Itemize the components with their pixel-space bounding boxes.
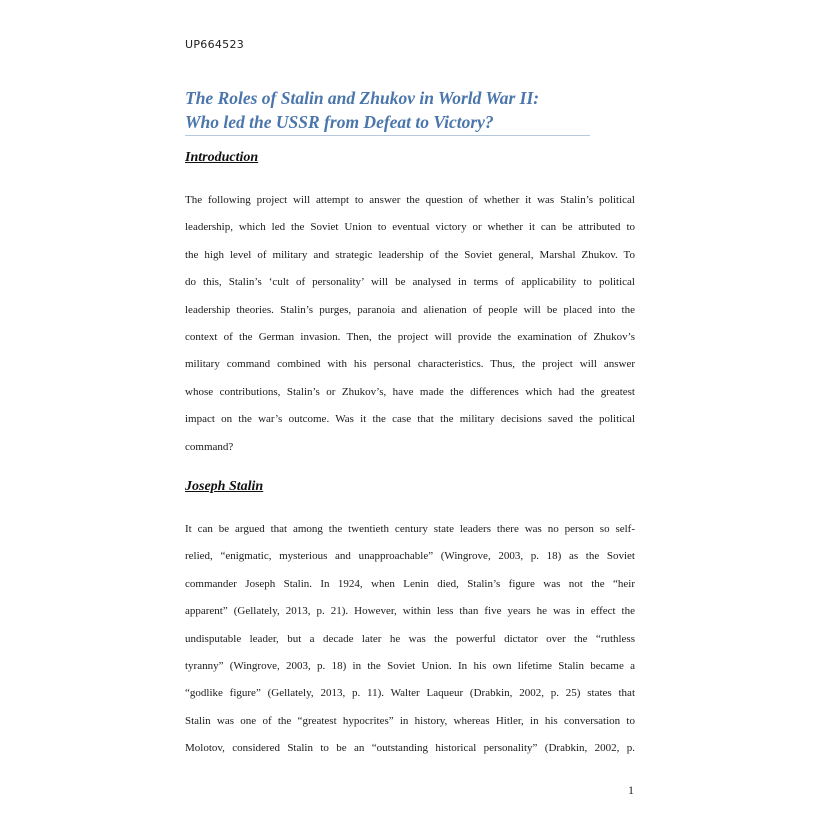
paragraph-introduction <box>185 192 635 466</box>
document-id: UP664523 <box>185 38 245 51</box>
text-line: military command combined with his personal characteristics. Thus, the project will answer <box>185 358 635 371</box>
text-line: whose contributions, Stalin’s or Zhukov’s, have made the differences which had the greatest <box>185 385 635 398</box>
text-line: relied, “enigmatic, mysterious and unapproachable” (Wingrove, 2003, p. 18) as the Soviet <box>185 550 635 563</box>
text-line: leadership, which led the Soviet Union to eventual victory or whether it can be attributed to <box>185 221 635 234</box>
text-line: Stalin was one of the “greatest hypocrites” in history, whereas Hitler, in his conversation to <box>185 714 635 727</box>
text-line: the high level of military and strategic leadership of the Soviet general, Marshal Zhukov. To <box>185 248 635 261</box>
text-line: leadership theories. Stalin’s purges, paranoia and alienation of people will be placed into the <box>185 303 635 316</box>
text-line: “godlike figure” (Gellately, 2013, p. 11). Walter Laqueur (Drabkin, 2002, p. 25) states that <box>185 687 635 700</box>
section-heading-joseph-stalin: Joseph Stalin <box>185 479 264 494</box>
text-line: context of the German invasion. Then, the project will provide the examination of Zhukov’s <box>185 330 635 343</box>
text-line: The following project will attempt to answer the question of whether it was Stalin’s political <box>185 194 635 206</box>
title-line: The Roles of Stalin and Zhukov in World War II: <box>185 88 540 108</box>
text-line: do this, Stalin’s ‘cult of personality’ will be analysed in terms of applicability to political <box>185 276 635 289</box>
text-line: apparent” (Gellately, 2013, p. 21). However, within less than five years he was in effect the <box>185 605 635 618</box>
text-line: undisputable leader, but a decade later he was the powerful dictator over the “ruthless <box>185 632 635 645</box>
text-line: impact on the war’s outcome. Was it the case that the military decisions saved the political <box>185 413 635 426</box>
page-number: 1 <box>628 783 634 797</box>
text-line: Molotov, considered Stalin to be an “outstanding historical personality” (Drabkin, 2002, p. <box>185 742 635 755</box>
text-line: It can be argued that among the twentieth century state leaders there was no person so self- <box>185 523 635 535</box>
paragraph-joseph-stalin <box>185 521 635 768</box>
text-line: commander Joseph Stalin. In 1924, when Lenin died, Stalin’s figure was not the “heir <box>185 577 635 590</box>
text-line: command? <box>185 440 234 453</box>
document-title <box>185 86 590 136</box>
text-line: tyranny” (Wingrove, 2003, p. 18) in the Soviet Union. In his own lifetime Stalin became a <box>185 659 635 672</box>
title-line: Who led the USSR from Defeat to Victory? <box>185 112 494 132</box>
section-heading-introduction: Introduction <box>185 150 259 165</box>
